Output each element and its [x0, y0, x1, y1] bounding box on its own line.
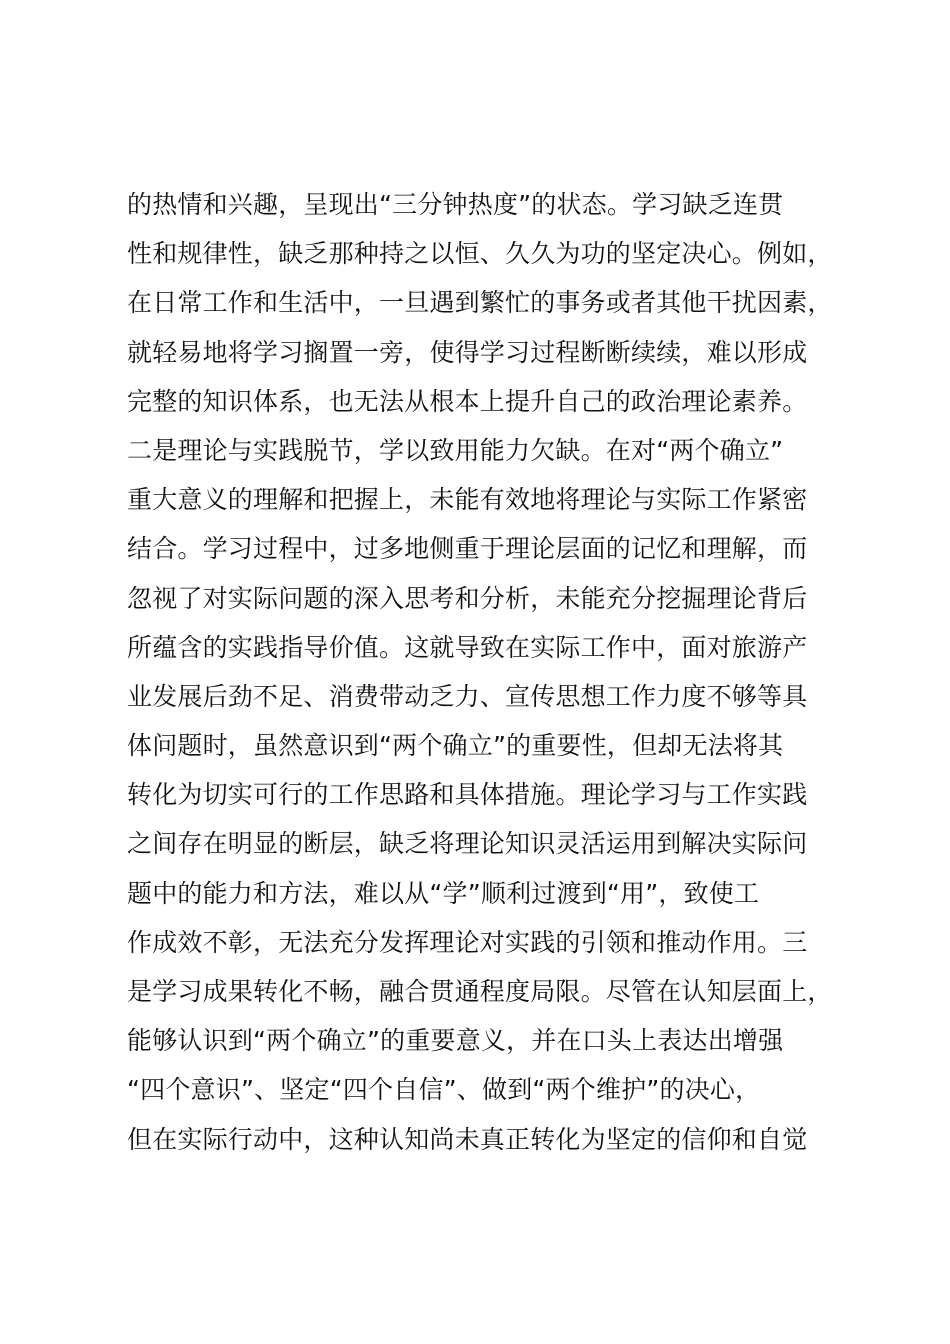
text-line: 就轻易地将学习搁置一旁，使得学习过程断断续续，难以形成: [127, 337, 808, 367]
text-line: 作成效不彰，无法充分发挥理论对实践的引领和推动作用。三: [127, 927, 808, 957]
text-line: 题中的能力和方法，难以从“学”顺利过渡到“用”，致使工: [127, 878, 760, 908]
text-line: 性和规律性，缺乏那种持之以恒、久久为功的坚定决心。例如，: [127, 239, 833, 269]
body-text: [127, 180, 867, 1164]
text-line: 能够认识到“两个确立”的重要意义，并在口头上表达出增强: [127, 1026, 784, 1056]
text-line: 完整的知识体系，也无法从根本上提升自己的政治理论素养。: [127, 386, 808, 416]
text-line: 结合。学习过程中，过多地侧重于理论层面的记忆和理解，而: [127, 534, 808, 564]
text-line: 二是理论与实践脱节，学以致用能力欠缺。在对“两个确立”: [127, 435, 784, 465]
text-line: 业发展后劲不足、消费带动乏力、宣传思想工作力度不够等具: [127, 681, 808, 711]
text-line: 所蕴含的实践指导价值。这就导致在实际工作中，面对旅游产: [127, 632, 808, 662]
text-line: 的热情和兴趣，呈现出“三分钟热度”的状态。学习缺乏连贯: [127, 190, 784, 219]
text-line: 转化为切实可行的工作思路和具体措施。理论学习与工作实践: [127, 780, 808, 810]
text-line: 在日常工作和生活中，一旦遇到繁忙的事务或者其他干扰因素，: [127, 288, 833, 318]
text-line: 但在实际行动中，这种认知尚未真正转化为坚定的信仰和自觉: [127, 1124, 808, 1154]
text-line: 之间存在明显的断层，缺乏将理论知识灵活运用到解决实际问: [127, 829, 808, 859]
text-line: 是学习成果转化不畅，融合贯通程度局限。尽管在认知层面上，: [127, 977, 833, 1006]
text-line: 忽视了对实际问题的深入思考和分析，未能充分挖掘理论背后: [127, 583, 808, 613]
text-line: 重大意义的理解和把握上，未能有效地将理论与实际工作紧密: [127, 485, 808, 515]
text-line: “四个意识”、坚定“四个自信”、做到“两个维护”的决心，: [127, 1075, 761, 1105]
text-line: 体问题时，虽然意识到“两个确立”的重要性，但却无法将其: [127, 731, 784, 761]
